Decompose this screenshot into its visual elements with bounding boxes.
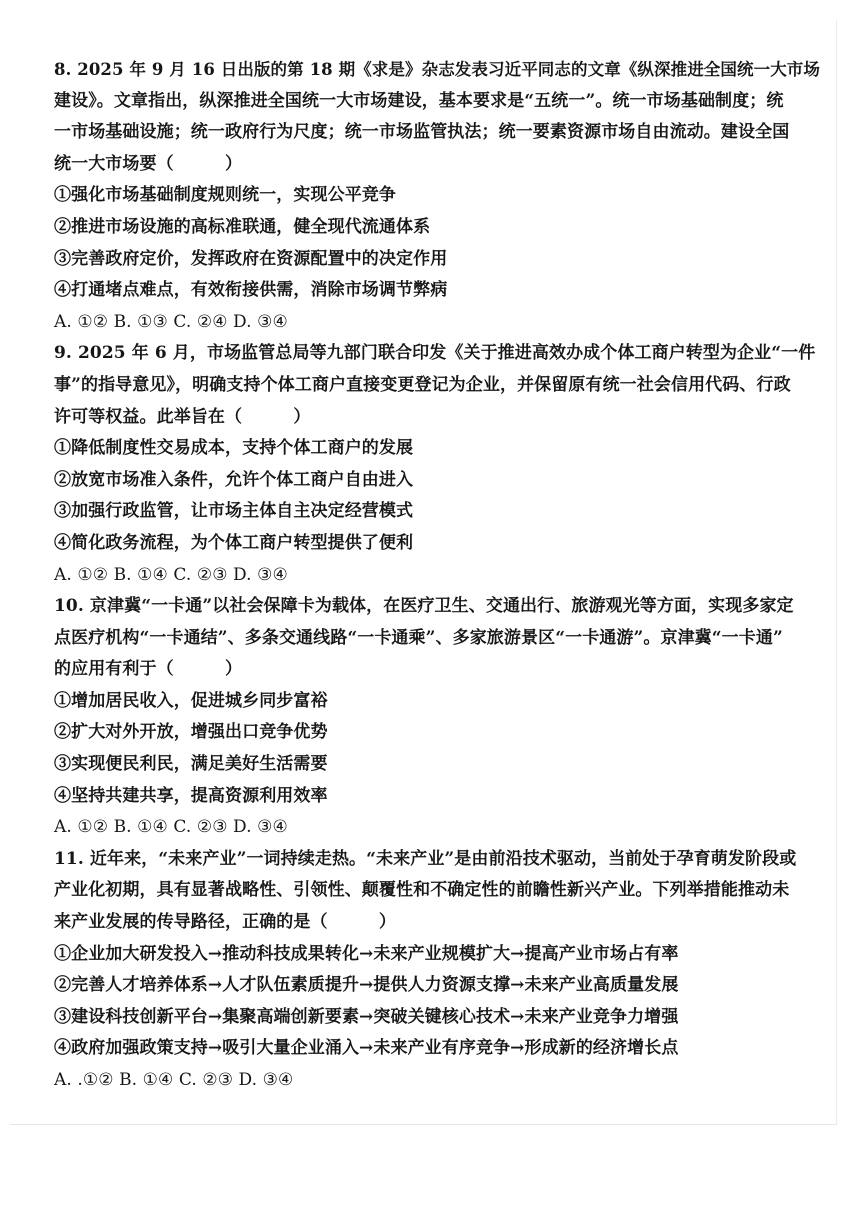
question-content: [54, 54, 826, 1097]
question-8-option-2: ②推进市场设施的高标准联通，健全现代流通体系: [54, 216, 431, 237]
question-11-stem-line-3: 来产业发展的传导路径，正确的是（ ）: [54, 912, 396, 933]
question-8-stem-line-1: 8. 2025 年 9 月 16 日出版的第 18 期《求是》杂志发表习近平同志的文章《纵深推进全国统一大市场: [54, 60, 821, 79]
question-9-option-1: ①降低制度性交易成本，支持个体工商户的发展: [54, 438, 414, 459]
question-8-answer-choices: A. ①② B. ①③ C. ②④ D. ③④: [54, 311, 288, 332]
question-9-stem-line-2: 事”的指导意见》，明确支持个体工商户直接变更登记为企业，并保留原有统一社会信用代码、行政: [54, 374, 791, 395]
question-10-stem-line-2: 点医疗机构“一卡通结”、多条交通线路“一卡通乘”、多家旅游景区“一卡通游”。京津冀“一卡通”: [54, 627, 783, 648]
question-10-option-3: ③实现便民利民，满足美好生活需要: [54, 754, 328, 775]
question-8-option-3: ③完善政府定价，发挥政府在资源配置中的决定作用: [54, 248, 448, 269]
question-11-option-2: ②完善人才培养体系→人才队伍素质提升→提供人力资源支撑→未来产业高质量发展: [54, 975, 679, 996]
question-9: [54, 338, 826, 591]
question-10-option-4: ④坚持共建共享，提高资源利用效率: [54, 785, 328, 806]
question-9-option-4: ④简化政务流程，为个体工商户转型提供了便利: [54, 532, 414, 553]
question-8-option-4: ④打通堵点难点，有效衔接供需，消除市场调节弊病: [54, 280, 448, 301]
question-10-answer-choices: A. ①② B. ①④ C. ②③ D. ③④: [54, 817, 288, 838]
question-10-option-1: ①增加居民收入，促进城乡同步富裕: [54, 690, 328, 711]
question-10: [54, 591, 826, 844]
question-11-answer-choices: A. .①② B. ①④ C. ②③ D. ③④: [54, 1070, 294, 1090]
question-10-option-2: ②扩大对外开放，增强出口竞争优势: [54, 722, 328, 743]
question-8-option-1: ①强化市场基础制度规则统一，实现公平竞争: [54, 185, 396, 206]
question-11-option-3: ③建设科技创新平台→集聚高端创新要素→突破关键核心技术→未来产业竞争力增强: [54, 1006, 679, 1027]
question-11-option-1: ①企业加大研发投入→推动科技成果转化→未来产业规模扩大→提高产业市场占有率: [54, 943, 679, 964]
question-9-option-2: ②放宽市场准入条件，允许个体工商户自由进入: [54, 469, 414, 490]
question-11: [54, 844, 826, 1097]
question-9-stem-line-3: 许可等权益。此举旨在（ ）: [54, 406, 311, 427]
question-10-stem-line-1: 10. 京津冀“一卡通”以社会保障卡为载体，在医疗卫生、交通出行、旅游观光等方面，实现多家定: [54, 596, 794, 617]
question-10-stem-line-3: 的应用有利于（ ）: [54, 659, 243, 680]
question-9-stem-line-1: 9. 2025 年 6 月，市场监管总局等九部门联合印发《关于推进高效办成个体工商户转型为企业“一件: [54, 343, 816, 364]
question-11-stem-line-2: 产业化初期，具有显著战略性、引领性、颠覆性和不确定性的前瞻性新兴产业。下列举措能推动未: [54, 880, 790, 901]
question-9-answer-choices: A. ①② B. ①④ C. ②③ D. ③④: [54, 564, 288, 585]
question-11-stem-line-1: 11. 近年来，“未来产业”一词持续走热。“未来产业”是由前沿技术驱动，当前处于孕育萌发阶段或: [54, 848, 797, 869]
question-8-stem-line-2: 建设》。文章指出，纵深推进全国统一大市场建设，基本要求是“五统一”。统一市场基础制度；统: [54, 90, 784, 111]
question-9-option-3: ③加强行政监管，让市场主体自主决定经营模式: [54, 501, 414, 522]
question-8-stem-line-3: 一市场基础设施；统一政府行为尺度；统一市场监管执法；统一要素资源市场自由流动。建设全国: [54, 122, 790, 143]
question-11-option-4: ④政府加强政策支持→吸引大量企业涌入→未来产业有序竞争→形成新的经济增长点: [54, 1038, 679, 1059]
question-8-stem-line-4: 统一大市场要（ ）: [54, 153, 243, 174]
question-8: [54, 54, 826, 338]
